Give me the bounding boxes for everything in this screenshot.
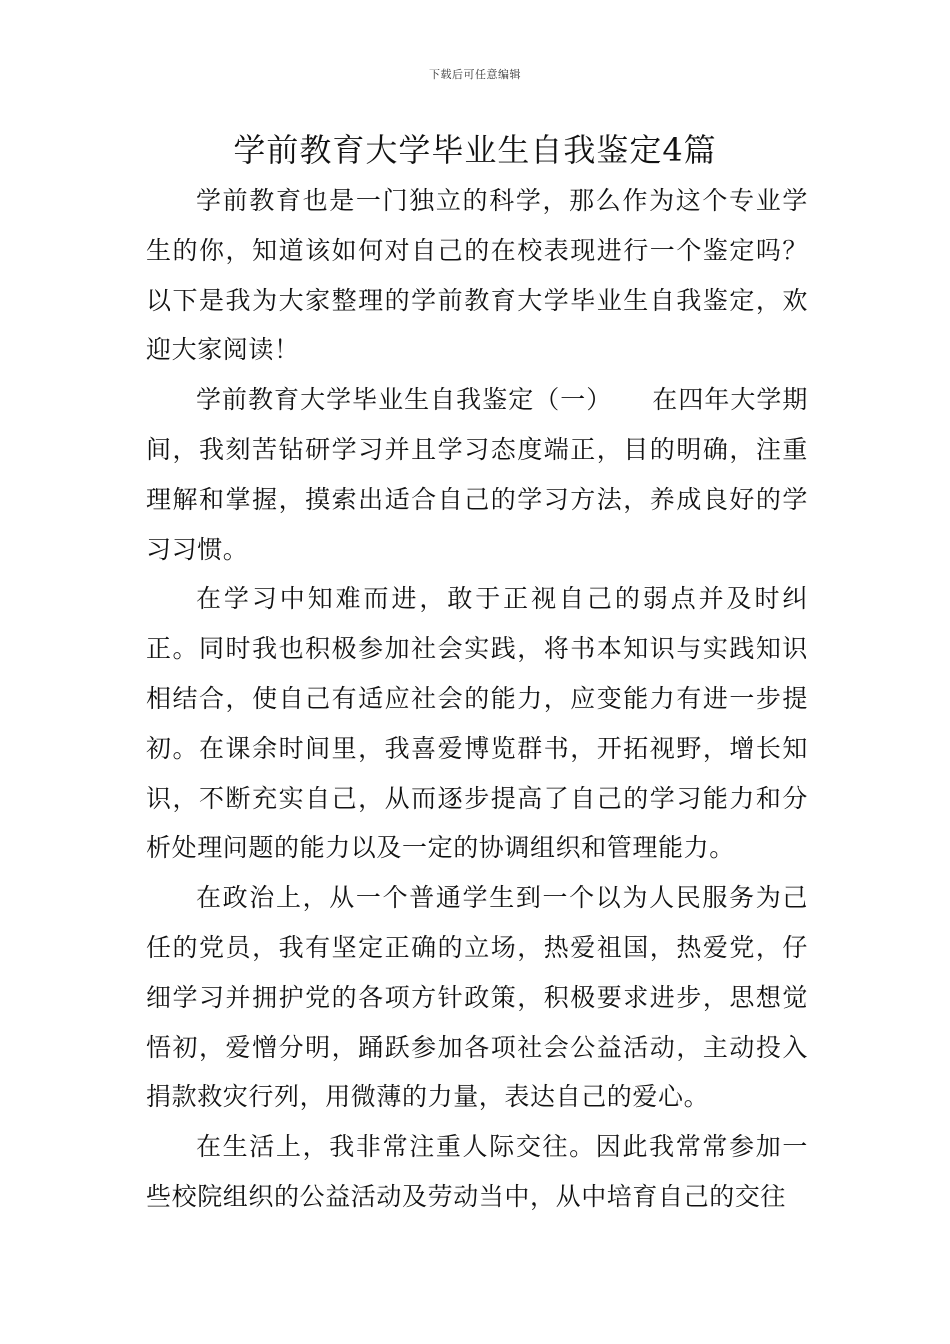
header-note: 下载后可任意编辑 bbox=[429, 68, 521, 81]
body-paragraph: 在政治上，从一个普通学生到一个以为人民服务为己任的党员，我有坚定正确的立场，热爱祖国，热爱党，仔细学习并拥护党的各项方针政策，积极要求进步，思想觉悟初，爱憎分明，踊跃参加各项社会公益活动，主动投入捐款救灾行列，用微薄的力量，表达自己的爱心。 bbox=[146, 883, 808, 1112]
intro-paragraph: 学前教育也是一门独立的科学，那么作为这个专业学生的你，知道该如何对自己的在校表现进行一个鉴定吗？以下是我为大家整理的学前教育大学毕业生自我鉴定，欢迎大家阅读！ bbox=[146, 186, 808, 365]
document-body bbox=[146, 176, 808, 1222]
document-title: 学前教育大学毕业生自我鉴定4篇 bbox=[233, 131, 717, 169]
body-paragraph: 在生活上，我非常注重人际交往。因此我常常参加一些校院组织的公益活动及劳动当中，从中培育自己的交往 bbox=[146, 1132, 808, 1211]
body-paragraph-text: 在四年大学期间，我刻苦钻研学习并且学习态度端正，目的明确，注重理解和掌握，摸索出适合自己的学习方法，养成良好的学习习惯。 bbox=[146, 385, 808, 564]
section-heading: 学前教育大学毕业生自我鉴定（一） bbox=[196, 385, 613, 415]
section-one-paragraph bbox=[146, 375, 808, 574]
body-paragraph: 在学习中知难而进，敢于正视自己的弱点并及时纠正。同时我也积极参加社会实践，将书本知识与实践知识相结合，使自己有适应社会的能力，应变能力有进一步提初。在课余时间里，我喜爱博览群书，开拓视野，增长知识，不断充实自己，从而逐步提高了自己的学习能力和分析处理问题的能力以及一定的协调组织和管理能力。 bbox=[146, 584, 808, 863]
